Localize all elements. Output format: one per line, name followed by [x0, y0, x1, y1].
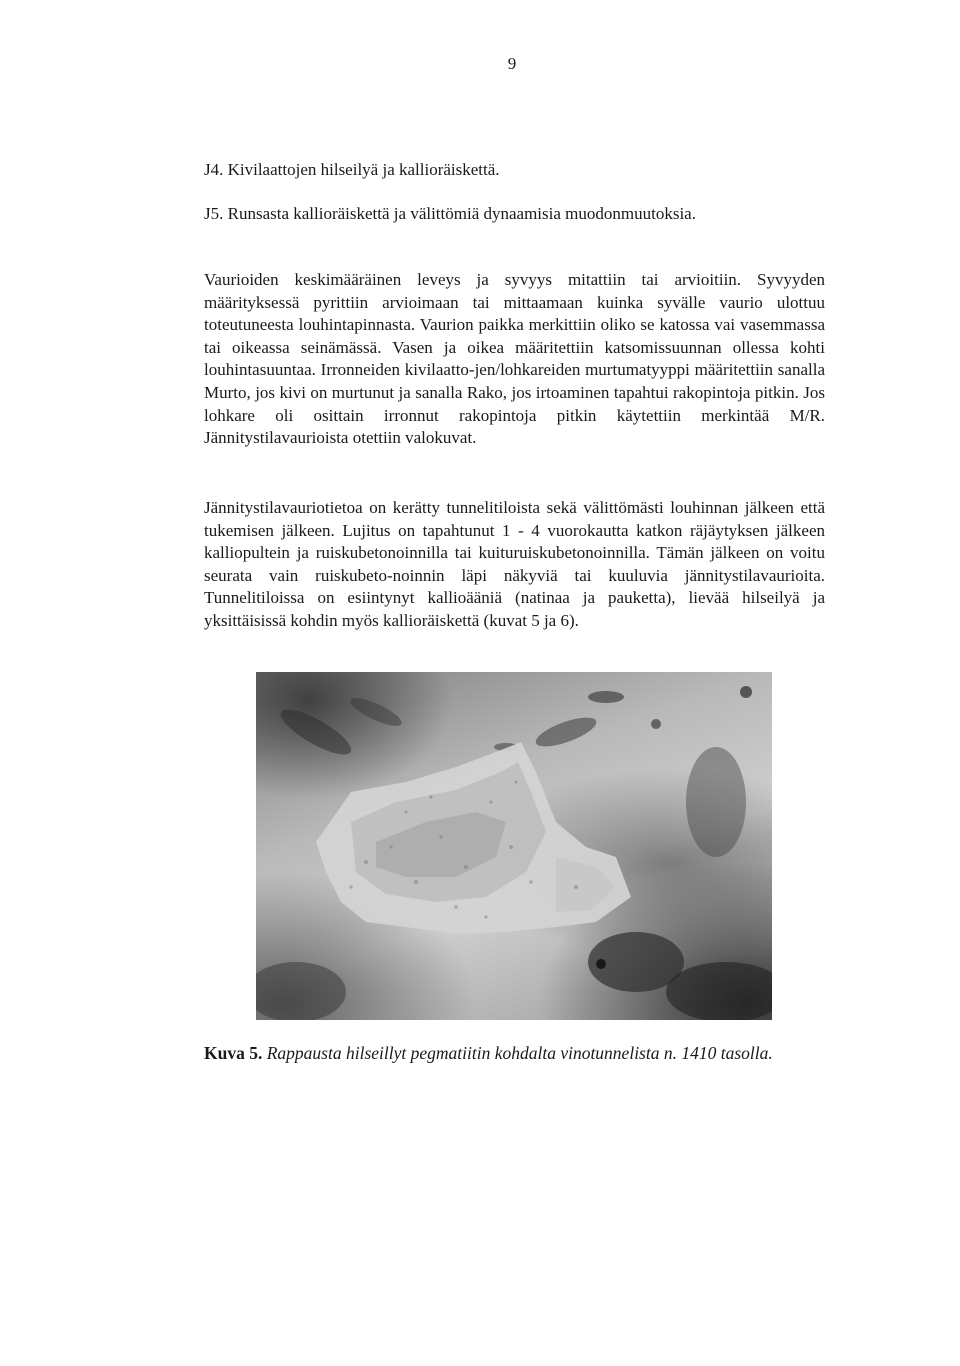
paragraph-stress-damage-data: Jännitystilavauriotietoa on kerätty tunnelitiloista sekä välittömästi louhinnan jälkeen että tukemisen jälkeen. Lujitus on tapahtunut 1 - 4 vuorokautta katkon räjäytyksen jälkeen kalliopultein ja ruiskubetonoinnilla tai kuituruiskubetonoinnilla. Tämän jälkeen on voitu seurata vain ruiskubeto-noinnin läpi näkyviä tai kuuluvia jännitystilavaurioita. Tunnelitiloissa on esiintynyt kallioääniä (natinaa ja pauketta), lievää hilseilyä ja yksittäisissä kohdin myös kallioräiskettä (kuvat 5 ja 6). — [204, 498, 825, 630]
list-item-j4: J4. Kivilaattojen hilseilyä ja kallioräiskettä. — [204, 160, 500, 179]
figure-photo-spalling — [256, 672, 772, 1020]
page-number: 9 — [507, 54, 517, 73]
figure-label: Kuva 5. — [204, 1043, 263, 1063]
figure-caption — [204, 1042, 804, 1065]
figure-caption-text: Rappausta hilseillyt pegmatiitin kohdalta vinotunnelista n. 1410 tasolla. — [266, 1043, 773, 1063]
list-item-j5: J5. Runsasta kallioräiskettä ja välittömiä dynaamisia muodonmuutoksia. — [204, 204, 696, 223]
paragraph-damage-measurement: Vaurioiden keskimääräinen leveys ja syvyys mitattiin tai arvioitiin. Syvyyden määrityksessä pyrittiin arvioimaan tai mittaamaan kuinka syvälle vaurio ulottuu toteutuneesta louhintapinnasta. Vaurion paikka merkittiin oliko se katossa vai vasemmassa tai oikeassa seinämässä. Vasen ja oikea määritettiin katsomissuunnan ollessa kohti louhintasuuntaa. Irronneiden kivilaatto-jen/lohkareiden murtumatyyppi määritettiin sanalla Murto, jos kivi on murtunut ja sanalla Rako, jos irtoaminen tapahtui rakopintoja pitkin. Jos lohkare oli osittain irronnut rakopintoja pitkin käytettiin merkintää M/R. Jännitystilavaurioista otettiin valokuvat. — [204, 270, 825, 448]
